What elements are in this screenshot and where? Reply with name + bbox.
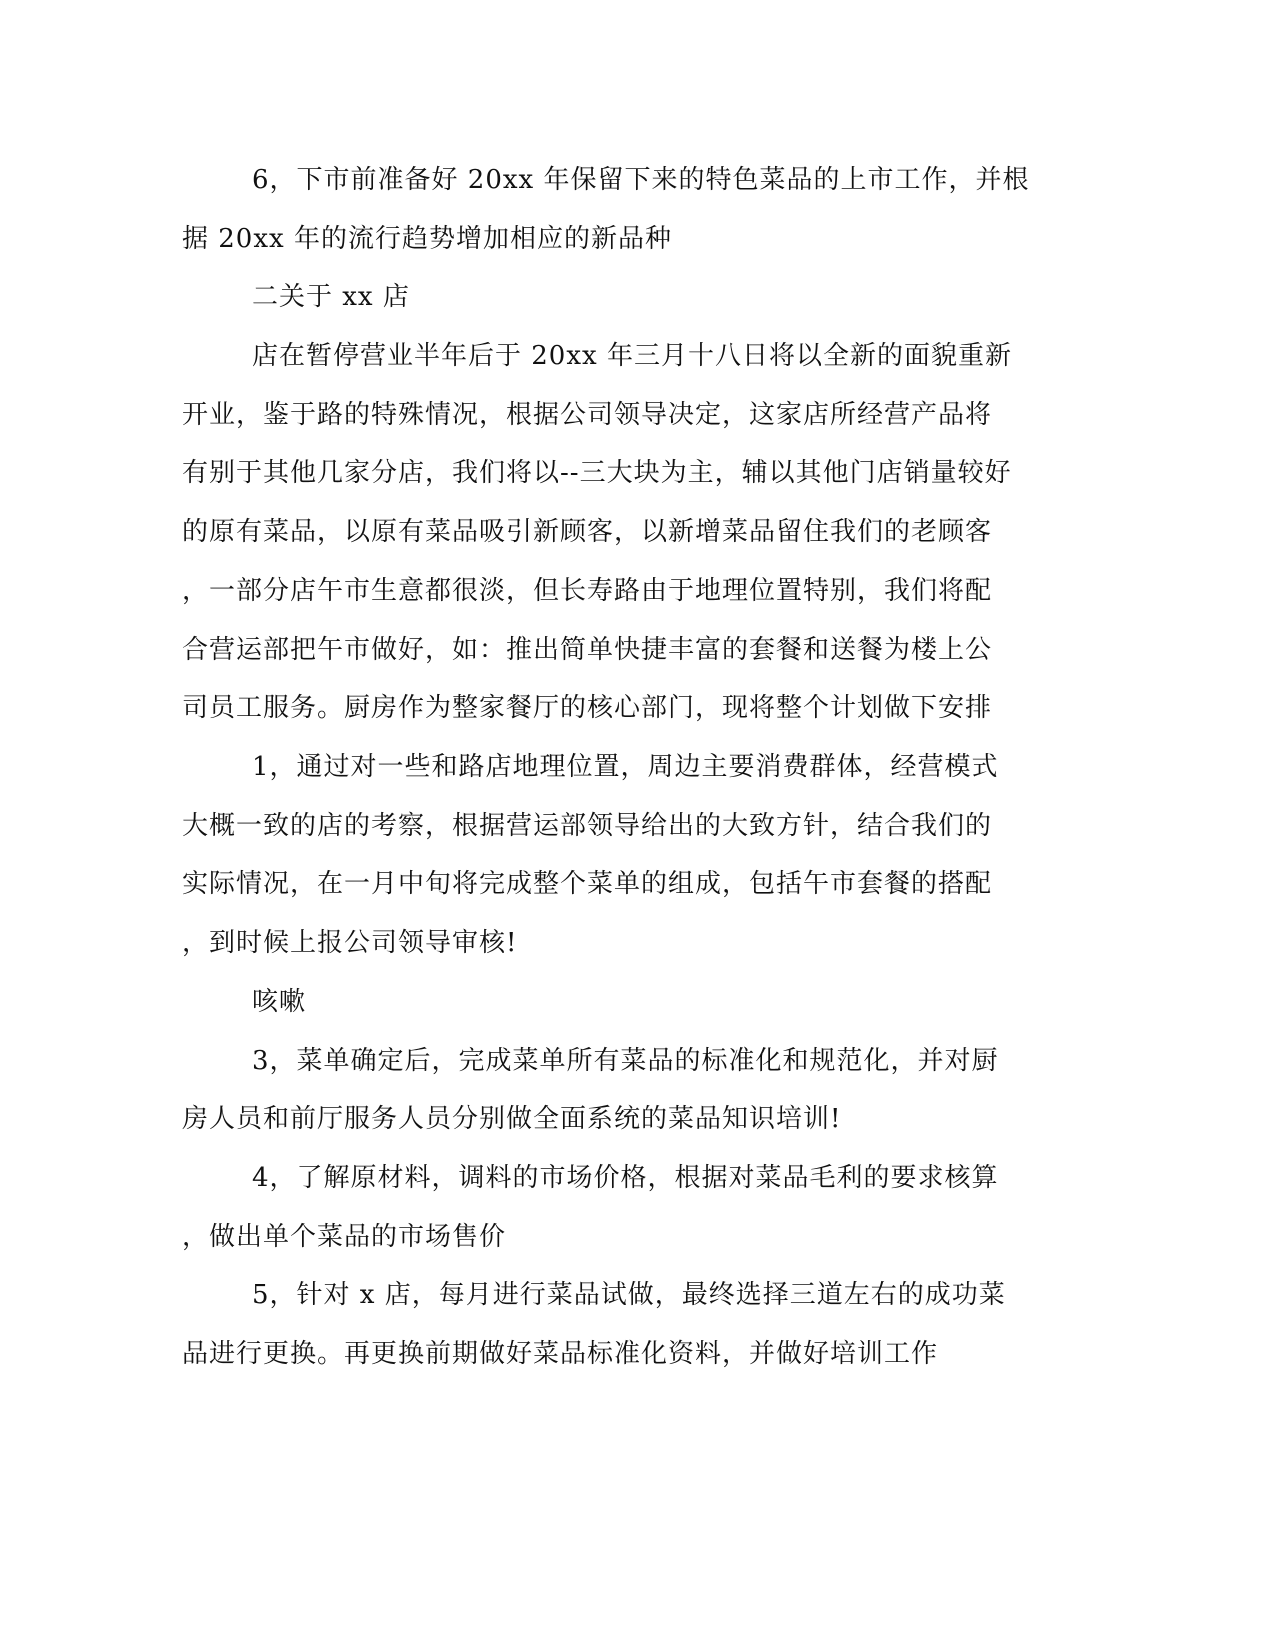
text-line: 开业，鉴于路的特殊情况，根据公司领导决定，这家店所经营产品将: [182, 400, 993, 430]
text-line: ，做出单个菜品的市场售价: [182, 1222, 507, 1252]
text-line: 合营运部把午市做好，如：推出简单快捷丰富的套餐和送餐为楼上公: [182, 635, 993, 665]
text-line: 的原有菜品，以原有菜品吸引新顾客，以新增菜品留住我们的老顾客: [182, 517, 993, 547]
text-line: 店在暂停营业半年后于 20xx 年三月十八日将以全新的面貌重新: [252, 341, 1012, 371]
text-line: 5，针对 x 店，每月进行菜品试做，最终选择三道左右的成功菜: [252, 1280, 1006, 1310]
text-line: 房人员和前厅服务人员分别做全面系统的菜品知识培训!: [182, 1104, 842, 1134]
text-line: 咳嗽: [252, 987, 307, 1017]
text-line: ，一部分店午市生意都很淡，但长寿路由于地理位置特别，我们将配: [182, 576, 993, 606]
text-line: 据 20xx 年的流行趋势增加相应的新品种: [182, 224, 672, 254]
section-heading: 二关于 xx 店: [252, 282, 410, 312]
text-line: 品进行更换。再更换前期做好菜品标准化资料，并做好培训工作: [182, 1339, 939, 1369]
text-line: 1，通过对一些和路店地理位置，周边主要消费群体，经营模式: [252, 752, 999, 782]
text-line: ，到时候上报公司领导审核!: [182, 928, 518, 958]
text-line: 有别于其他几家分店，我们将以--三大块为主，辅以其他门店销量较好: [182, 458, 1012, 488]
text-line: 实际情况，在一月中旬将完成整个菜单的组成，包括午市套餐的搭配: [182, 869, 993, 899]
text-line: 6，下市前准备好 20xx 年保留下来的特色菜品的上市工作，并根: [252, 165, 1030, 195]
text-line: 3，菜单确定后，完成菜单所有菜品的标准化和规范化，并对厨: [252, 1046, 999, 1076]
text-line: 大概一致的店的考察，根据营运部领导给出的大致方针，结合我们的: [182, 811, 993, 841]
text-line: 4，了解原材料，调料的市场价格，根据对菜品毛利的要求核算: [252, 1163, 999, 1193]
text-line: 司员工服务。厨房作为整家餐厅的核心部门，现将整个计划做下安排: [182, 693, 993, 723]
